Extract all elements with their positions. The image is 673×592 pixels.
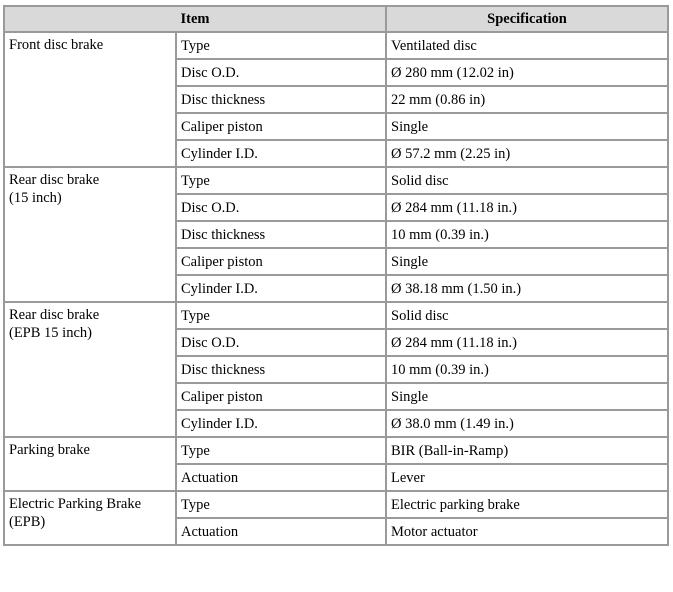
parameter-cell: Type <box>176 437 386 464</box>
item-group-name-line: Front disc brake <box>9 37 104 53</box>
table-header <box>4 6 668 32</box>
table-row <box>4 491 668 518</box>
parameter-cell: Type <box>176 491 386 518</box>
table-row <box>4 302 668 329</box>
item-group-name-line: Electric Parking Brake <box>9 496 142 512</box>
table-row <box>4 167 668 194</box>
specification-cell: Ø 38.0 mm (1.49 in.) <box>386 410 668 437</box>
item-group-name <box>4 302 176 437</box>
header-item: Item <box>4 6 386 32</box>
item-group-name-line: (EPB 15 inch) <box>9 325 92 341</box>
specification-cell: BIR (Ball-in-Ramp) <box>386 437 668 464</box>
specification-cell: Ø 38.18 mm (1.50 in.) <box>386 275 668 302</box>
specification-cell: 10 mm (0.39 in.) <box>386 221 668 248</box>
specification-cell: Lever <box>386 464 668 491</box>
item-group-name <box>4 167 176 302</box>
item-group-name-line: Parking brake <box>9 442 90 458</box>
parameter-cell: Caliper piston <box>176 383 386 410</box>
parameter-cell: Caliper piston <box>176 248 386 275</box>
parameter-cell: Type <box>176 302 386 329</box>
parameter-cell: Actuation <box>176 464 386 491</box>
table-body <box>4 32 668 545</box>
brake-spec-table <box>3 5 669 546</box>
item-group-name-line: Rear disc brake <box>9 172 100 188</box>
specification-cell: Ventilated disc <box>386 32 668 59</box>
parameter-cell: Type <box>176 167 386 194</box>
item-group-name-line: Rear disc brake <box>9 307 100 323</box>
parameter-cell: Type <box>176 32 386 59</box>
header-row <box>4 6 668 32</box>
parameter-cell: Actuation <box>176 518 386 545</box>
item-group-name <box>4 32 176 167</box>
parameter-cell: Cylinder I.D. <box>176 140 386 167</box>
parameter-cell: Cylinder I.D. <box>176 410 386 437</box>
parameter-cell: Disc O.D. <box>176 329 386 356</box>
specification-cell: Ø 284 mm (11.18 in.) <box>386 329 668 356</box>
parameter-cell: Caliper piston <box>176 113 386 140</box>
item-group-name <box>4 491 176 545</box>
specification-cell: Electric parking brake <box>386 491 668 518</box>
table-row <box>4 32 668 59</box>
parameter-cell: Disc O.D. <box>176 194 386 221</box>
specification-cell: Motor actuator <box>386 518 668 545</box>
header-specification: Specification <box>386 6 668 32</box>
parameter-cell: Cylinder I.D. <box>176 275 386 302</box>
specification-cell: Single <box>386 113 668 140</box>
specification-cell: Solid disc <box>386 167 668 194</box>
specification-cell: Solid disc <box>386 302 668 329</box>
specification-cell: Ø 57.2 mm (2.25 in) <box>386 140 668 167</box>
specification-cell: 10 mm (0.39 in.) <box>386 356 668 383</box>
parameter-cell: Disc thickness <box>176 356 386 383</box>
parameter-cell: Disc thickness <box>176 221 386 248</box>
table-row <box>4 437 668 464</box>
specification-cell: 22 mm (0.86 in) <box>386 86 668 113</box>
parameter-cell: Disc O.D. <box>176 59 386 86</box>
specification-cell: Single <box>386 248 668 275</box>
specification-cell: Ø 284 mm (11.18 in.) <box>386 194 668 221</box>
item-group-name-line: (15 inch) <box>9 190 62 206</box>
parameter-cell: Disc thickness <box>176 86 386 113</box>
item-group-name-line: (EPB) <box>9 514 46 530</box>
item-group-name <box>4 437 176 491</box>
specification-cell: Ø 280 mm (12.02 in) <box>386 59 668 86</box>
specification-cell: Single <box>386 383 668 410</box>
